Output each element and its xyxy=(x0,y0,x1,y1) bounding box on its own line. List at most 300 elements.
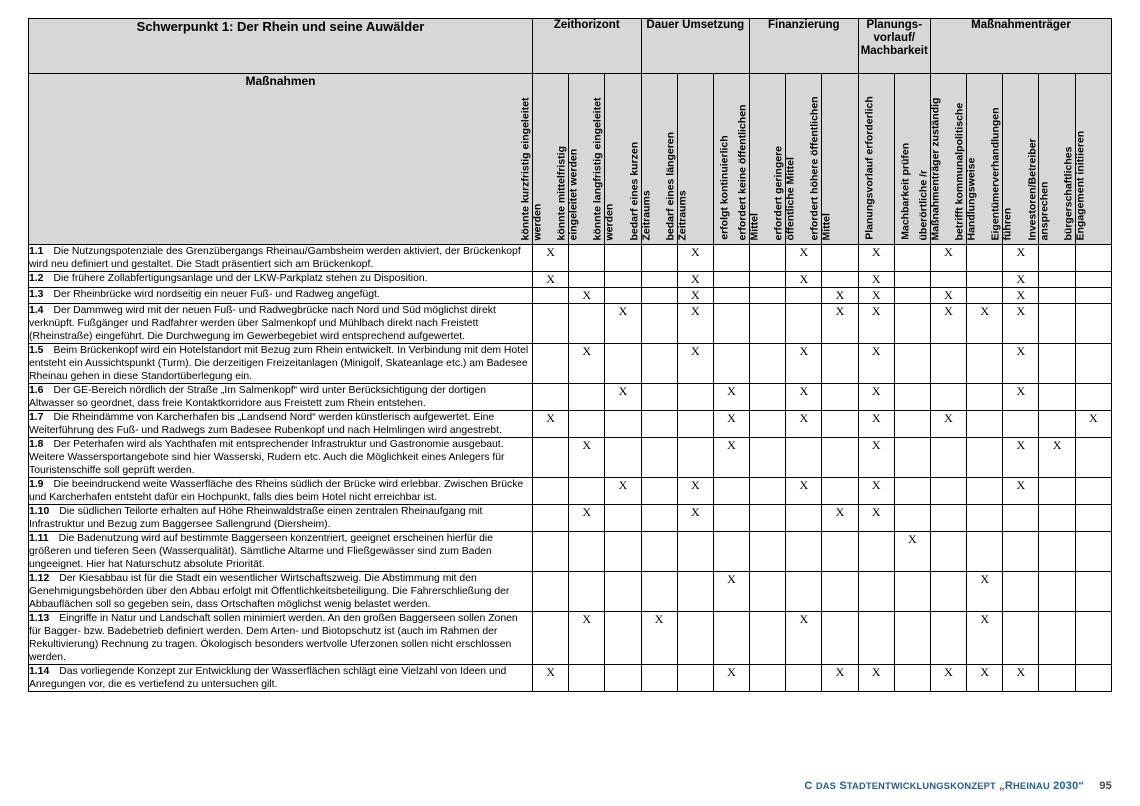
mark-cell[interactable]: X xyxy=(677,272,713,288)
mark-cell[interactable] xyxy=(930,384,966,411)
mark-cell[interactable] xyxy=(786,304,822,344)
mark-cell[interactable] xyxy=(1075,532,1111,572)
mark-cell[interactable] xyxy=(750,478,786,505)
col-label-line: erfordert keine öffentlichen xyxy=(736,104,749,240)
mark-cell[interactable] xyxy=(1003,612,1039,665)
mark-cell[interactable]: X xyxy=(641,612,677,665)
measure-number: 1.8 xyxy=(29,439,44,450)
mark-cell[interactable] xyxy=(569,245,605,272)
header-group-row xyxy=(29,19,1112,74)
mark-cell[interactable] xyxy=(1039,384,1075,411)
mark-cell[interactable] xyxy=(533,612,569,665)
mark-cell[interactable]: X xyxy=(677,478,713,505)
mark-cell[interactable] xyxy=(894,478,930,505)
measure-number: 1.6 xyxy=(29,385,44,396)
col-label-line: Planungsvorlauf erforderlich xyxy=(863,96,876,240)
mark-cell[interactable] xyxy=(713,245,749,272)
mark-cell[interactable]: X xyxy=(858,505,894,532)
measure-cell xyxy=(29,288,533,304)
col-label-line: erfolgt kontinuierlich xyxy=(718,135,731,240)
col-label-line: bedarf eines längeren xyxy=(664,131,677,240)
mark-cell[interactable] xyxy=(713,612,749,665)
measure-number: 1.3 xyxy=(29,289,44,300)
mark-cell[interactable]: X xyxy=(822,665,858,692)
mark-cell[interactable] xyxy=(750,612,786,665)
mark-cell[interactable]: X xyxy=(822,288,858,304)
page-footer xyxy=(804,780,1112,792)
mark-cell[interactable] xyxy=(1039,665,1075,692)
measure-cell xyxy=(29,478,533,505)
mark-cell[interactable] xyxy=(533,384,569,411)
mark-cell[interactable]: X xyxy=(858,304,894,344)
mark-cell[interactable] xyxy=(894,411,930,438)
measure-number: 1.1 xyxy=(29,246,44,257)
mark-cell[interactable] xyxy=(641,665,677,692)
mark-cell[interactable] xyxy=(750,384,786,411)
mark-cell[interactable] xyxy=(930,478,966,505)
mark-cell[interactable] xyxy=(930,532,966,572)
mark-cell[interactable] xyxy=(894,572,930,612)
footer-text: C DAS STADTENTWICKLUNGSKONZEPT „RHEINAU 2030“ xyxy=(804,780,1085,792)
mark-cell[interactable] xyxy=(533,572,569,612)
mark-cell[interactable] xyxy=(605,411,641,438)
mark-cell[interactable] xyxy=(967,532,1003,572)
mark-cell[interactable]: X xyxy=(930,411,966,438)
mark-cell[interactable] xyxy=(1003,572,1039,612)
mark-cell[interactable] xyxy=(677,612,713,665)
mark-cell[interactable]: X xyxy=(1003,478,1039,505)
mark-cell[interactable] xyxy=(533,438,569,478)
mark-cell[interactable] xyxy=(533,505,569,532)
mark-cell[interactable]: X xyxy=(822,505,858,532)
mark-cell[interactable] xyxy=(822,384,858,411)
mark-cell[interactable]: X xyxy=(605,384,641,411)
mark-cell[interactable] xyxy=(967,411,1003,438)
measure-number: 1.12 xyxy=(29,573,50,584)
mark-cell[interactable]: X xyxy=(569,344,605,384)
mark-cell[interactable]: X xyxy=(858,438,894,478)
mark-cell[interactable] xyxy=(1075,245,1111,272)
table-row xyxy=(29,272,1112,288)
measure-cell xyxy=(29,438,533,478)
mark-cell[interactable]: X xyxy=(569,288,605,304)
mark-cell[interactable]: X xyxy=(569,438,605,478)
measure-number: 1.7 xyxy=(29,412,44,423)
mark-cell[interactable] xyxy=(967,438,1003,478)
mark-cell[interactable] xyxy=(967,288,1003,304)
mark-cell[interactable] xyxy=(1039,532,1075,572)
col-label-line: öffentliche Mittel xyxy=(784,156,797,240)
mark-cell[interactable] xyxy=(641,505,677,532)
mark-cell[interactable] xyxy=(1003,532,1039,572)
mark-cell[interactable] xyxy=(713,505,749,532)
mark-cell[interactable] xyxy=(1075,288,1111,304)
measure-text: Die Nutzungspotenziale des Grenzübergangs Rheinau/Gambsheim werden aktiviert, der Brückenkopf wird neu definiert und gestaltet. Die Stadt präsentiert sich am Brückenkopf. xyxy=(29,246,521,270)
mark-cell[interactable] xyxy=(713,304,749,344)
mark-cell[interactable] xyxy=(605,505,641,532)
col-label-line: Engagement initiieren xyxy=(1074,130,1087,240)
col-label-line: bedarf eines kurzen xyxy=(628,141,641,240)
mark-cell[interactable]: X xyxy=(569,612,605,665)
mark-cell[interactable] xyxy=(750,288,786,304)
mark-cell[interactable] xyxy=(641,304,677,344)
mark-cell[interactable] xyxy=(641,272,677,288)
measure-cell xyxy=(29,572,533,612)
measures-matrix-table xyxy=(28,18,1112,692)
mark-cell[interactable]: X xyxy=(533,411,569,438)
mark-cell[interactable] xyxy=(822,411,858,438)
mark-cell[interactable]: X xyxy=(894,532,930,572)
mark-cell[interactable]: X xyxy=(967,612,1003,665)
mark-cell[interactable] xyxy=(894,665,930,692)
mark-cell[interactable] xyxy=(750,411,786,438)
mark-cell[interactable]: X xyxy=(677,245,713,272)
mark-cell[interactable]: X xyxy=(1003,245,1039,272)
mark-cell[interactable] xyxy=(677,665,713,692)
mark-cell[interactable] xyxy=(569,665,605,692)
mark-cell[interactable] xyxy=(1039,245,1075,272)
measure-text: Das vorliegende Konzept zur Entwicklung der Wasserflächen schlägt eine Vielzahl von Ideen und Anregungen vor, die es vertiefend zu untersuchen gilt. xyxy=(29,666,507,690)
mark-cell[interactable] xyxy=(569,478,605,505)
mark-cell[interactable] xyxy=(894,304,930,344)
mark-cell[interactable] xyxy=(677,438,713,478)
col-label-line: Mittel xyxy=(748,212,761,240)
mark-cell[interactable] xyxy=(641,344,677,384)
mark-cell[interactable]: X xyxy=(822,304,858,344)
mark-cell[interactable]: X xyxy=(605,304,641,344)
mark-cell[interactable] xyxy=(822,344,858,384)
mark-cell[interactable]: X xyxy=(677,288,713,304)
mark-cell[interactable] xyxy=(713,288,749,304)
mark-cell[interactable] xyxy=(750,344,786,384)
mark-cell[interactable] xyxy=(605,272,641,288)
col-label-line: könnte kurzfristig eingeleitet xyxy=(519,97,532,240)
measure-number: 1.4 xyxy=(29,305,44,316)
measure-number: 1.10 xyxy=(29,506,50,517)
measure-text: Beim Brückenkopf wird ein Hotelstandort mit Bezug zum Rhein entwickelt. In Verbindung mit dem Hotel entsteht ein Aussichtspunkt (Turm). Die derzeitigen Freizeitanlagen (Minigolf, Skateanlage etc.) am Badesee Rheinau gehen in diese Standortüberlegung ein. xyxy=(29,345,529,382)
measure-cell xyxy=(29,344,533,384)
mark-cell[interactable] xyxy=(605,532,641,572)
mark-cell[interactable] xyxy=(641,245,677,272)
mark-cell[interactable]: X xyxy=(786,272,822,288)
mark-cell[interactable] xyxy=(569,532,605,572)
mark-cell[interactable] xyxy=(894,612,930,665)
mark-cell[interactable] xyxy=(750,572,786,612)
col-header-buergerschaftliches-engagement xyxy=(1062,74,1111,245)
mark-cell[interactable] xyxy=(822,272,858,288)
group-header-massnahmentraeger: Maßnahmenträger xyxy=(930,19,1111,74)
mark-cell[interactable] xyxy=(677,411,713,438)
col-header-planungsvorlauf-erforderlich xyxy=(858,74,894,245)
mark-cell[interactable] xyxy=(677,572,713,612)
mark-cell[interactable] xyxy=(569,304,605,344)
col-header-laengerer-zeitraum xyxy=(664,74,713,245)
measure-text: Eingriffe in Natur und Landschaft sollen minimiert werden. An den großen Baggerseen sollen Zonen für Bagger- bzw. Badebetrieb definiert werden. Dem Arten- und Biotopschutz ist (auch im Rahmen der Rekultivierung) Rechnung zu tragen. Ökologisch besonders wertvolle Uferzonen sollen nicht erschlossen werden. xyxy=(29,613,518,663)
mark-cell[interactable]: X xyxy=(930,304,966,344)
col-label-line: Investoren/Betreiber xyxy=(1026,137,1039,240)
measure-text: Der Peterhafen wird als Yachthafen mit entsprechender Infrastruktur und Gastronomie ausgebaut. Weitere Wassersportangebote sind hier Wasserski, Rudern etc. Auch die Möglichkeit eines Anlegers für Touristenschiffe soll geprüft werden. xyxy=(29,439,505,476)
mark-cell[interactable]: X xyxy=(713,411,749,438)
mark-cell[interactable]: X xyxy=(677,344,713,384)
mark-cell[interactable] xyxy=(750,505,786,532)
mark-cell[interactable]: X xyxy=(713,572,749,612)
mark-cell[interactable] xyxy=(930,272,966,288)
mark-cell[interactable] xyxy=(605,245,641,272)
mark-cell[interactable] xyxy=(930,505,966,532)
mark-cell[interactable]: X xyxy=(930,665,966,692)
mark-cell[interactable] xyxy=(1075,304,1111,344)
mark-cell[interactable]: X xyxy=(533,272,569,288)
mark-cell[interactable] xyxy=(1075,384,1111,411)
mark-cell[interactable] xyxy=(1039,411,1075,438)
mark-cell[interactable]: X xyxy=(786,344,822,384)
table-row xyxy=(29,411,1112,438)
mark-cell[interactable]: X xyxy=(677,304,713,344)
mark-cell[interactable] xyxy=(569,384,605,411)
mark-cell[interactable] xyxy=(967,384,1003,411)
mark-cell[interactable]: X xyxy=(967,304,1003,344)
mark-cell[interactable] xyxy=(822,438,858,478)
mark-cell[interactable] xyxy=(641,532,677,572)
mark-cell[interactable] xyxy=(750,272,786,288)
mark-cell[interactable] xyxy=(605,288,641,304)
mark-cell[interactable]: X xyxy=(1003,384,1039,411)
mark-cell[interactable] xyxy=(1039,572,1075,612)
measure-number: 1.14 xyxy=(29,666,50,677)
measure-cell xyxy=(29,612,533,665)
mark-cell[interactable] xyxy=(641,411,677,438)
mark-cell[interactable] xyxy=(967,505,1003,532)
mark-cell[interactable] xyxy=(858,572,894,612)
mark-cell[interactable]: X xyxy=(786,612,822,665)
mark-cell[interactable] xyxy=(822,572,858,612)
mark-cell[interactable] xyxy=(750,665,786,692)
mark-cell[interactable] xyxy=(894,438,930,478)
mark-cell[interactable]: X xyxy=(1003,272,1039,288)
measure-text: Der Dammweg wird mit der neuen Fuß- und Radwegbrücke nach Nord und Süd möglichst direkt verknüpft. Fußgänger und Radfahrer werden über Salmenkopf und Mühlbach direkt nach Freistett (Rheinstraße) eingeführt. Die Durchwegung im Gewerbegebiet wird entsprechend aufgewertet. xyxy=(29,305,496,342)
mark-cell[interactable]: X xyxy=(930,245,966,272)
mark-cell[interactable] xyxy=(605,572,641,612)
mark-cell[interactable] xyxy=(1075,344,1111,384)
measure-text: Die frühere Zollabfertigungsanlage und der LKW-Parkplatz stehen zu Disposition. xyxy=(53,273,428,284)
mark-cell[interactable]: X xyxy=(858,478,894,505)
mark-cell[interactable]: X xyxy=(1003,438,1039,478)
mark-cell[interactable]: X xyxy=(786,478,822,505)
measure-text: Die beeindruckend weite Wasserfläche des Rheins südlich der Brücke wird erlebbar. Zwischen Brücke und Karcherhafen entsteht dafür ein Hochpunkt, falls dies beim Hotel nicht erreichbar ist. xyxy=(29,479,524,503)
mark-cell[interactable] xyxy=(533,304,569,344)
mark-cell[interactable]: X xyxy=(569,505,605,532)
mark-cell[interactable] xyxy=(1075,438,1111,478)
col-label-line: Maßnahmenträger zuständig xyxy=(929,97,942,240)
mark-cell[interactable] xyxy=(533,288,569,304)
mark-cell[interactable] xyxy=(1075,272,1111,288)
mark-cell[interactable]: X xyxy=(858,344,894,384)
mark-cell[interactable] xyxy=(1075,478,1111,505)
mark-cell[interactable] xyxy=(1039,288,1075,304)
col-label-line: Eigentümerverhandlungen xyxy=(989,106,1002,240)
mark-cell[interactable] xyxy=(894,288,930,304)
col-label-line: Mittel xyxy=(820,212,833,240)
mark-cell[interactable] xyxy=(1039,478,1075,505)
mark-cell[interactable]: X xyxy=(713,384,749,411)
mark-cell[interactable] xyxy=(858,532,894,572)
mark-cell[interactable]: X xyxy=(1003,304,1039,344)
col-label-line: könnte langfristig eingeleitet xyxy=(591,97,604,240)
mark-cell[interactable] xyxy=(1039,344,1075,384)
mark-cell[interactable] xyxy=(605,665,641,692)
measure-text: Der GE-Bereich nördlich der Straße „Im Salmenkopf“ wird unter Berücksichtigung der dortigen Altwasser so geordnet, dass freie Kontaktkorridore aus Freistett zum Rhein entstehen. xyxy=(29,385,487,409)
mark-cell[interactable] xyxy=(569,272,605,288)
mark-cell[interactable] xyxy=(641,384,677,411)
mark-cell[interactable] xyxy=(713,344,749,384)
mark-cell[interactable] xyxy=(894,384,930,411)
col-label-line: werden xyxy=(531,203,544,240)
mark-cell[interactable] xyxy=(1075,505,1111,532)
mark-cell[interactable] xyxy=(713,532,749,572)
col-label-line: bürgerschaftliches xyxy=(1062,146,1075,240)
mark-cell[interactable] xyxy=(930,344,966,384)
mark-cell[interactable] xyxy=(786,288,822,304)
mark-cell[interactable] xyxy=(569,572,605,612)
mark-cell[interactable] xyxy=(967,478,1003,505)
mark-cell[interactable] xyxy=(786,532,822,572)
mark-cell[interactable] xyxy=(967,245,1003,272)
measure-cell xyxy=(29,411,533,438)
page-number: 95 xyxy=(1099,780,1112,792)
table-body xyxy=(29,245,1112,692)
table-row xyxy=(29,612,1112,665)
mark-cell[interactable] xyxy=(605,438,641,478)
measure-cell xyxy=(29,304,533,344)
mark-cell[interactable]: X xyxy=(1075,411,1111,438)
mark-cell[interactable] xyxy=(786,665,822,692)
mark-cell[interactable] xyxy=(750,438,786,478)
table-row xyxy=(29,245,1112,272)
mark-cell[interactable]: X xyxy=(858,384,894,411)
mark-cell[interactable] xyxy=(786,505,822,532)
mark-cell[interactable] xyxy=(1075,572,1111,612)
mark-cell[interactable]: X xyxy=(1003,344,1039,384)
mark-cell[interactable] xyxy=(1039,272,1075,288)
mark-cell[interactable] xyxy=(569,411,605,438)
mark-cell[interactable] xyxy=(894,505,930,532)
mark-cell[interactable]: X xyxy=(858,665,894,692)
mark-cell[interactable] xyxy=(713,272,749,288)
mark-cell[interactable] xyxy=(822,245,858,272)
mark-cell[interactable] xyxy=(1039,505,1075,532)
mark-cell[interactable]: X xyxy=(858,411,894,438)
mark-cell[interactable] xyxy=(641,438,677,478)
mark-cell[interactable]: X xyxy=(858,272,894,288)
col-label-line: führen xyxy=(1001,207,1014,240)
mark-cell[interactable]: X xyxy=(967,572,1003,612)
mark-cell[interactable] xyxy=(822,612,858,665)
mark-cell[interactable] xyxy=(750,245,786,272)
group-header-zeithorizont: Zeithorizont xyxy=(533,19,642,74)
measure-cell xyxy=(29,272,533,288)
mark-cell[interactable]: X xyxy=(786,411,822,438)
mark-cell[interactable] xyxy=(894,272,930,288)
mark-cell[interactable] xyxy=(822,532,858,572)
mark-cell[interactable]: X xyxy=(677,505,713,532)
table-row xyxy=(29,478,1112,505)
mark-cell[interactable]: X xyxy=(858,288,894,304)
mark-cell[interactable]: X xyxy=(1003,665,1039,692)
table-row xyxy=(29,665,1112,692)
mark-cell[interactable] xyxy=(533,532,569,572)
mark-cell[interactable]: X xyxy=(533,245,569,272)
col-label-line: Machbarkeit prüfen xyxy=(899,143,912,240)
col-header-hoehere-oeffentliche-mittel xyxy=(808,74,858,245)
mark-cell[interactable] xyxy=(930,438,966,478)
mark-cell[interactable] xyxy=(641,288,677,304)
mark-cell[interactable] xyxy=(605,612,641,665)
mark-cell[interactable]: X xyxy=(605,478,641,505)
mark-cell[interactable] xyxy=(858,612,894,665)
mark-cell[interactable] xyxy=(930,612,966,665)
mark-cell[interactable] xyxy=(533,344,569,384)
table-row xyxy=(29,438,1112,478)
col-label-line: werden xyxy=(603,203,616,240)
mark-cell[interactable] xyxy=(930,572,966,612)
mark-cell[interactable]: X xyxy=(858,245,894,272)
mark-cell[interactable] xyxy=(641,478,677,505)
table-row xyxy=(29,344,1112,384)
mark-cell[interactable]: X xyxy=(713,438,749,478)
col-label-line: erfordert höhere öffentlichen xyxy=(808,95,821,240)
mark-cell[interactable] xyxy=(786,438,822,478)
mark-cell[interactable]: X xyxy=(1003,288,1039,304)
col-label-line: erfordert geringere xyxy=(772,145,785,240)
mark-cell[interactable] xyxy=(1003,411,1039,438)
mark-cell[interactable] xyxy=(822,478,858,505)
header-column-row xyxy=(29,74,1112,245)
measure-text: Der Rheinbrücke wird nordseitig ein neuer Fuß- und Radweg angefügt. xyxy=(53,289,380,300)
mark-cell[interactable] xyxy=(677,384,713,411)
mark-cell[interactable] xyxy=(750,532,786,572)
measure-number: 1.13 xyxy=(29,613,50,624)
table-header xyxy=(29,19,1112,245)
mark-cell[interactable] xyxy=(1039,612,1075,665)
mark-cell[interactable] xyxy=(894,245,930,272)
mark-cell[interactable]: X xyxy=(967,665,1003,692)
mark-cell[interactable] xyxy=(641,572,677,612)
table-row xyxy=(29,304,1112,344)
mark-cell[interactable] xyxy=(713,478,749,505)
mark-cell[interactable] xyxy=(967,344,1003,384)
mark-cell[interactable] xyxy=(533,478,569,505)
mark-cell[interactable] xyxy=(1075,612,1111,665)
mark-cell[interactable] xyxy=(1003,505,1039,532)
measure-number: 1.9 xyxy=(29,479,44,490)
mark-cell[interactable]: X xyxy=(713,665,749,692)
mark-cell[interactable]: X xyxy=(533,665,569,692)
mark-cell[interactable]: X xyxy=(786,245,822,272)
measure-number: 1.11 xyxy=(29,533,49,544)
mark-cell[interactable] xyxy=(786,572,822,612)
mark-cell[interactable]: X xyxy=(930,288,966,304)
mark-cell[interactable] xyxy=(677,532,713,572)
mark-cell[interactable]: X xyxy=(786,384,822,411)
mark-cell[interactable] xyxy=(1039,304,1075,344)
mark-cell[interactable] xyxy=(967,272,1003,288)
mark-cell[interactable]: X xyxy=(1039,438,1075,478)
mark-cell[interactable] xyxy=(750,304,786,344)
mark-cell[interactable] xyxy=(1075,665,1111,692)
measure-text: Die Badenutzung wird auf bestimmte Baggerseen konzentriert, geeignet erscheinen hierfür die größeren und tieferen Seen (Wasserqualität). Sämtliche Altarme und Fließgewässer sind zum Baden ungeeignet. Hier hat Naturschutz absolute Priorität. xyxy=(29,533,494,570)
mark-cell[interactable] xyxy=(894,344,930,384)
mark-cell[interactable] xyxy=(605,344,641,384)
